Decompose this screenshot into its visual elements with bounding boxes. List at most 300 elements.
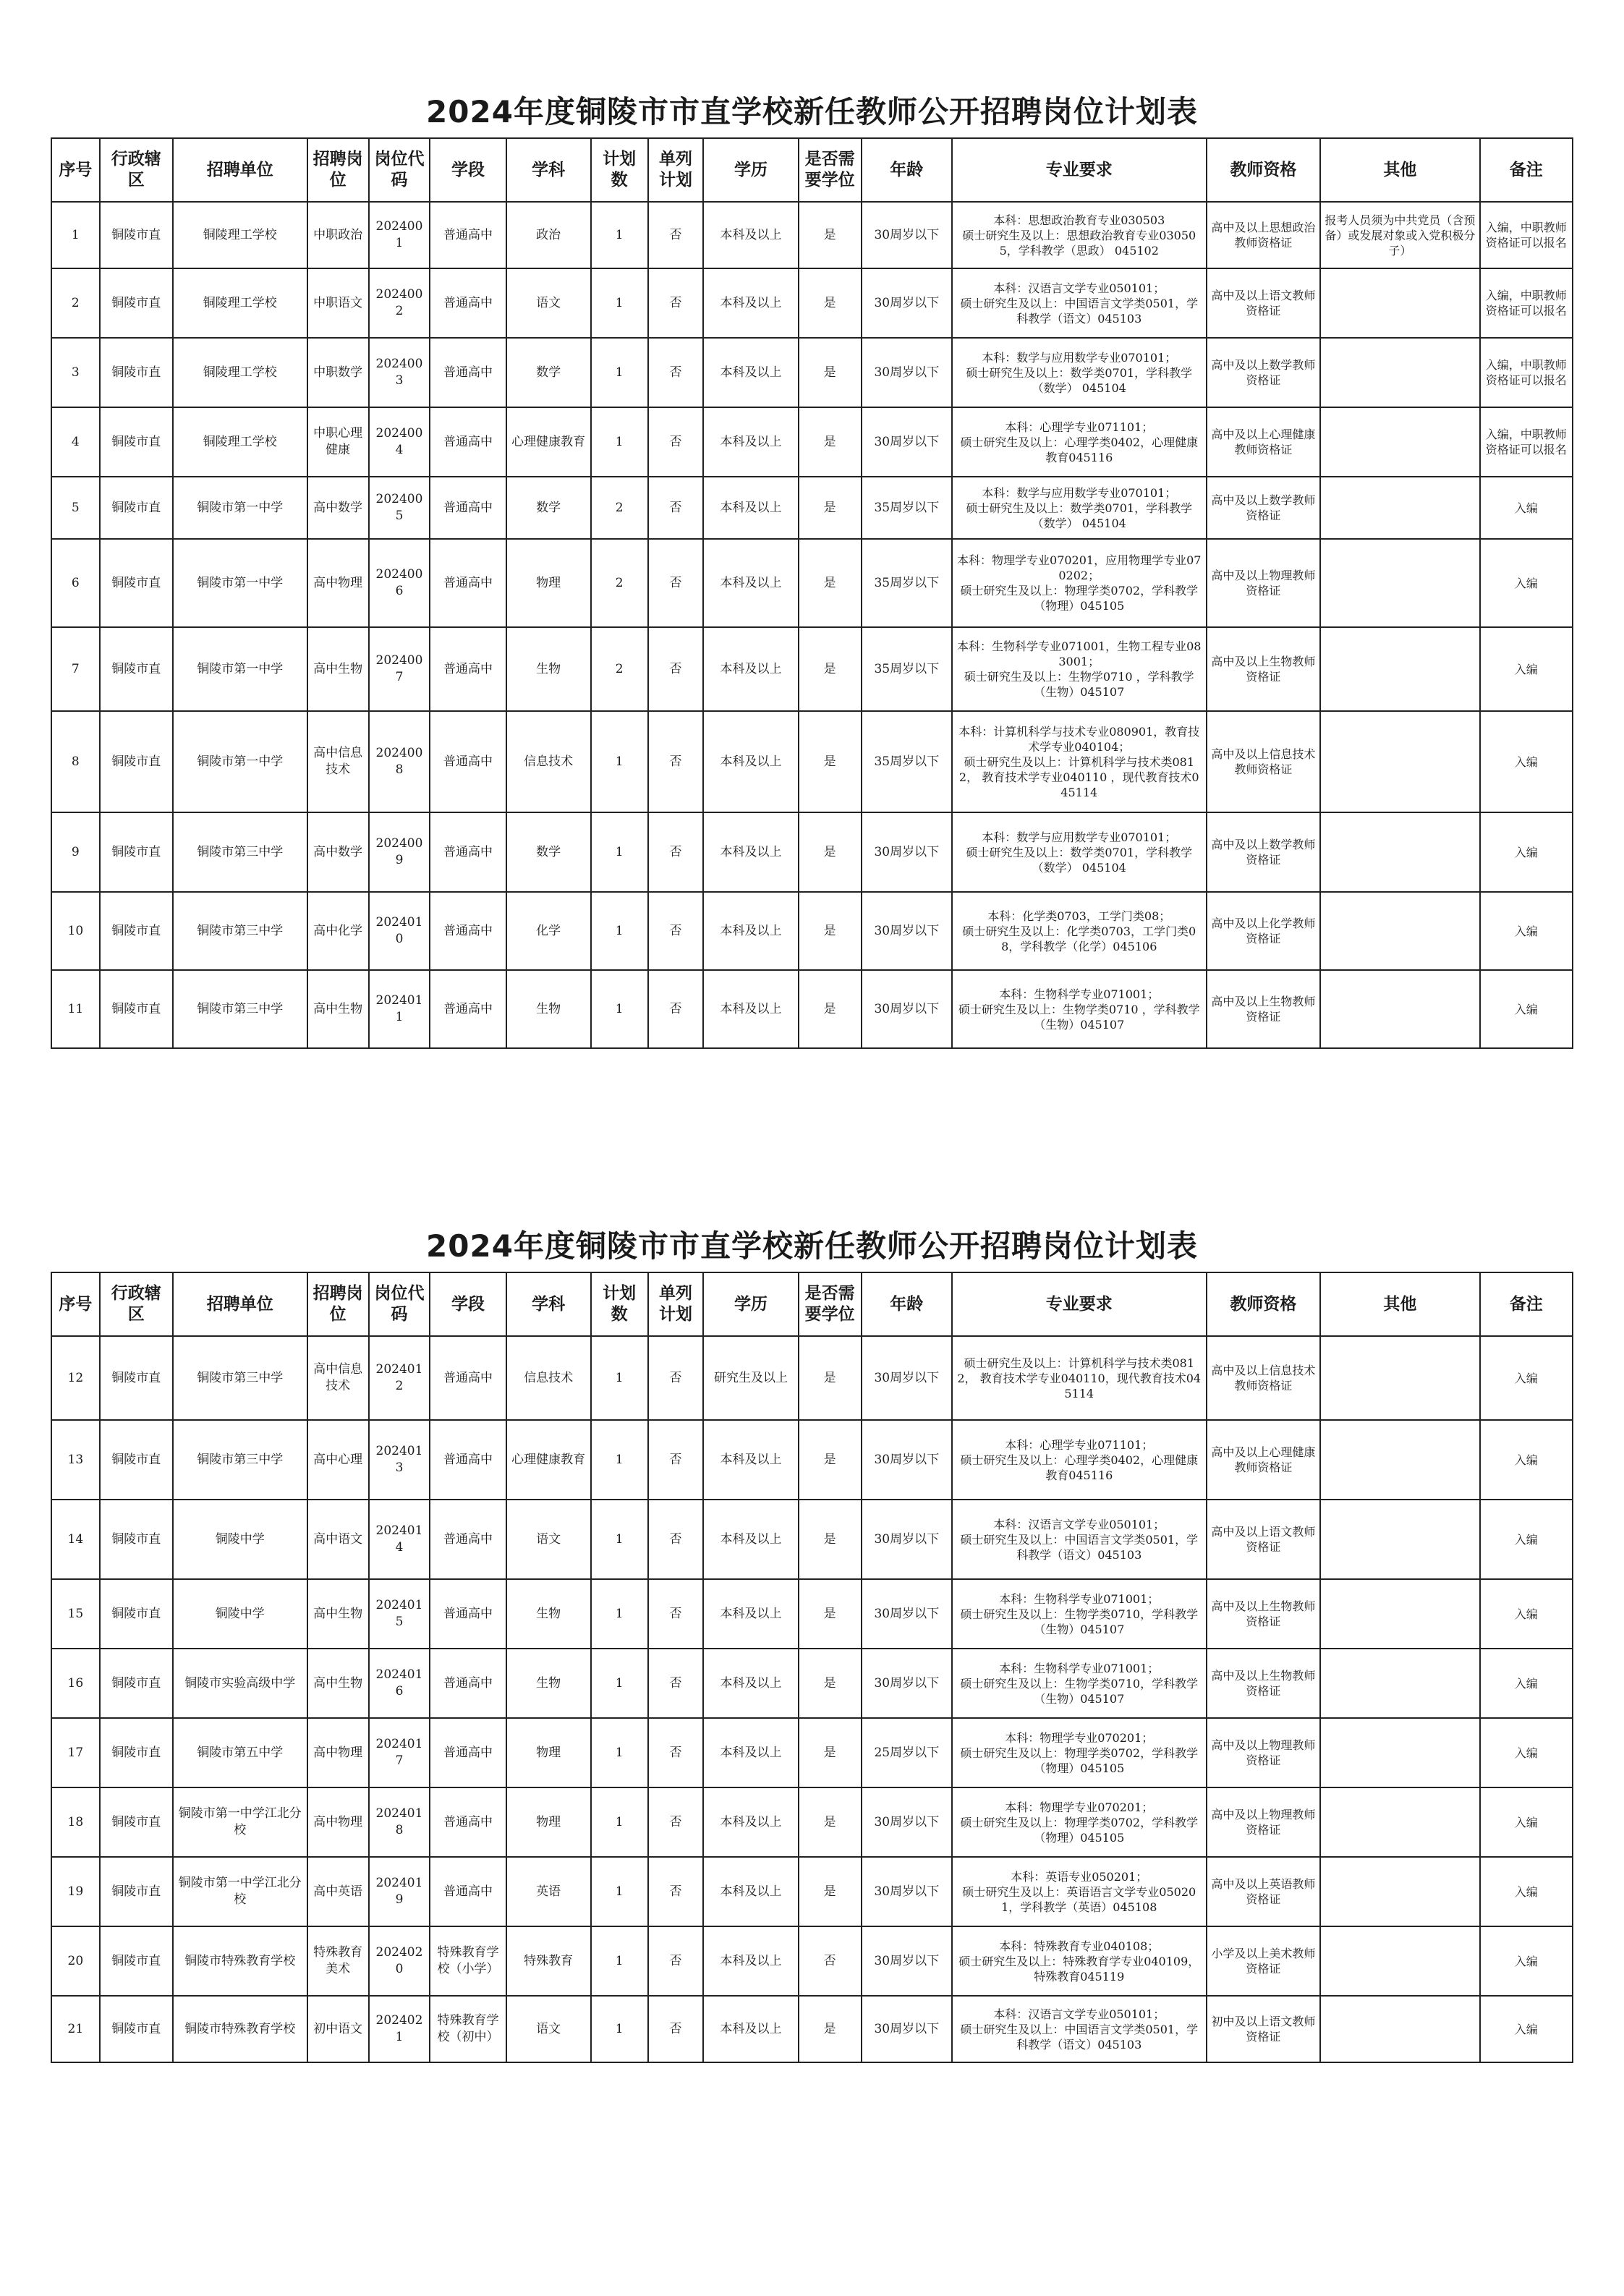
cell-remarks: 入编 (1480, 477, 1573, 539)
cell-major-requirement: 本科：计算机科学与技术专业080901，教育技术学专业040104； 硕士研究生及以上：计算机科学与技术类0812， 教育技术学专业040110 ，现代教育技术045114 (952, 711, 1207, 812)
cell-serial: 13 (51, 1420, 100, 1500)
cell-major-requirement: 本科：化学类0703，工学门类08； 硕士研究生及以上：化学类0703，工学门类08，学科教学（化学）045106 (952, 892, 1207, 970)
cell-separate-plan: 否 (648, 338, 704, 407)
cell-age: 30周岁以下 (862, 1500, 952, 1579)
cell-district: 铜陵市直 (100, 1996, 173, 2062)
cell-teacher-qualification: 高中及以上生物教师资格证 (1207, 627, 1321, 711)
cell-position: 高中数学 (307, 812, 369, 892)
cell-serial: 3 (51, 338, 100, 407)
cell-major-requirement: 本科：汉语言文学专业050101； 硕士研究生及以上：中国语言文学类0501，学科教学（语文）045103 (952, 268, 1207, 338)
cell-separate-plan: 否 (648, 1500, 704, 1579)
cell-position: 高中生物 (307, 627, 369, 711)
cell-district: 铜陵市直 (100, 539, 173, 627)
column-header-subject: 学科 (506, 1272, 591, 1336)
cell-serial: 9 (51, 812, 100, 892)
cell-code: 2024003 (369, 338, 430, 407)
cell-teacher-qualification: 高中及以上物理教师资格证 (1207, 539, 1321, 627)
cell-district: 铜陵市直 (100, 268, 173, 338)
column-header-teacher-qualification: 教师资格 (1207, 138, 1321, 202)
cell-other: 报考人员须为中共党员（含预备）或发展对象或入党积极分子） (1320, 202, 1479, 268)
cell-subject: 生物 (506, 1579, 591, 1649)
cell-plan-count: 1 (591, 1996, 648, 2062)
cell-education: 本科及以上 (703, 711, 798, 812)
cell-district: 铜陵市直 (100, 1857, 173, 1926)
cell-other (1320, 477, 1479, 539)
cell-position: 高中语文 (307, 1500, 369, 1579)
cell-age: 30周岁以下 (862, 892, 952, 970)
cell-other (1320, 1857, 1479, 1926)
cell-serial: 4 (51, 407, 100, 477)
cell-unit: 铜陵市第一中学江北分校 (173, 1857, 307, 1926)
cell-other (1320, 1787, 1479, 1857)
cell-teacher-qualification: 高中及以上生物教师资格证 (1207, 1649, 1321, 1718)
cell-code: 2024006 (369, 539, 430, 627)
cell-degree-required: 是 (799, 268, 862, 338)
cell-other (1320, 1996, 1479, 2062)
cell-education: 本科及以上 (703, 202, 798, 268)
cell-stage: 普通高中 (430, 477, 506, 539)
cell-age: 30周岁以下 (862, 202, 952, 268)
cell-unit: 铜陵市第三中学 (173, 892, 307, 970)
cell-district: 铜陵市直 (100, 407, 173, 477)
cell-degree-required: 是 (799, 1718, 862, 1787)
cell-plan-count: 1 (591, 268, 648, 338)
cell-degree-required: 是 (799, 1420, 862, 1500)
cell-major-requirement: 本科：物理学专业070201； 硕士研究生及以上：物理学类0702，学科教学（物理）045105 (952, 1787, 1207, 1857)
column-header-education: 学历 (703, 1272, 798, 1336)
cell-unit: 铜陵市第五中学 (173, 1718, 307, 1787)
cell-separate-plan: 否 (648, 627, 704, 711)
cell-other (1320, 812, 1479, 892)
cell-degree-required: 是 (799, 1649, 862, 1718)
cell-remarks: 入编 (1480, 627, 1573, 711)
cell-major-requirement: 本科：汉语言文学专业050101； 硕士研究生及以上：中国语言文学类0501，学科教学（语文）045103 (952, 1996, 1207, 2062)
cell-teacher-qualification: 小学及以上美术教师资格证 (1207, 1926, 1321, 1996)
cell-age: 25周岁以下 (862, 1718, 952, 1787)
cell-education: 本科及以上 (703, 1579, 798, 1649)
cell-district: 铜陵市直 (100, 1926, 173, 1996)
cell-serial: 2 (51, 268, 100, 338)
column-header-district: 行政辖区 (100, 138, 173, 202)
cell-plan-count: 1 (591, 711, 648, 812)
cell-separate-plan: 否 (648, 892, 704, 970)
cell-unit: 铜陵理工学校 (173, 407, 307, 477)
cell-degree-required: 是 (799, 1500, 862, 1579)
cell-code: 2024015 (369, 1579, 430, 1649)
cell-subject: 数学 (506, 812, 591, 892)
cell-education: 本科及以上 (703, 477, 798, 539)
table-row (51, 1718, 1573, 1787)
cell-plan-count: 1 (591, 1500, 648, 1579)
cell-other (1320, 1420, 1479, 1500)
cell-unit: 铜陵市第三中学 (173, 1336, 307, 1420)
cell-plan-count: 1 (591, 1579, 648, 1649)
cell-serial: 7 (51, 627, 100, 711)
cell-subject: 英语 (506, 1857, 591, 1926)
cell-other (1320, 1718, 1479, 1787)
cell-code: 2024002 (369, 268, 430, 338)
column-header-teacher-qualification: 教师资格 (1207, 1272, 1321, 1336)
table-row (51, 1996, 1573, 2062)
cell-separate-plan: 否 (648, 970, 704, 1048)
cell-degree-required: 是 (799, 1336, 862, 1420)
cell-education: 研究生及以上 (703, 1336, 798, 1420)
column-header-stage: 学段 (430, 138, 506, 202)
cell-district: 铜陵市直 (100, 1420, 173, 1500)
column-header-unit: 招聘单位 (173, 1272, 307, 1336)
cell-unit: 铜陵市特殊教育学校 (173, 1996, 307, 2062)
cell-age: 30周岁以下 (862, 1579, 952, 1649)
table-row (51, 1926, 1573, 1996)
cell-degree-required: 是 (799, 812, 862, 892)
column-header-separate-plan: 单列计划 (648, 1272, 704, 1336)
table-row (51, 1579, 1573, 1649)
column-header-position: 招聘岗位 (307, 1272, 369, 1336)
cell-degree-required: 是 (799, 407, 862, 477)
cell-teacher-qualification: 高中及以上数学教师资格证 (1207, 812, 1321, 892)
cell-plan-count: 2 (591, 627, 648, 711)
header-row (51, 1272, 1573, 1336)
cell-position: 高中信息技术 (307, 711, 369, 812)
cell-separate-plan: 否 (648, 1420, 704, 1500)
column-header-serial: 序号 (51, 1272, 100, 1336)
cell-degree-required: 是 (799, 711, 862, 812)
cell-subject: 物理 (506, 1718, 591, 1787)
cell-degree-required: 是 (799, 627, 862, 711)
cell-district: 铜陵市直 (100, 1649, 173, 1718)
cell-separate-plan: 否 (648, 1718, 704, 1787)
cell-subject: 语文 (506, 1996, 591, 2062)
cell-separate-plan: 否 (648, 711, 704, 812)
cell-age: 35周岁以下 (862, 539, 952, 627)
cell-education: 本科及以上 (703, 338, 798, 407)
cell-remarks: 入编，中职教师资格证可以报名 (1480, 338, 1573, 407)
cell-education: 本科及以上 (703, 407, 798, 477)
cell-plan-count: 1 (591, 1787, 648, 1857)
column-header-degree-required: 是否需要学位 (799, 1272, 862, 1336)
cell-age: 30周岁以下 (862, 338, 952, 407)
cell-stage: 普通高中 (430, 812, 506, 892)
cell-age: 30周岁以下 (862, 1787, 952, 1857)
cell-plan-count: 1 (591, 892, 648, 970)
cell-position: 高中化学 (307, 892, 369, 970)
table-row (51, 1649, 1573, 1718)
cell-age: 30周岁以下 (862, 1336, 952, 1420)
column-header-education: 学历 (703, 138, 798, 202)
cell-education: 本科及以上 (703, 970, 798, 1048)
cell-district: 铜陵市直 (100, 477, 173, 539)
cell-remarks: 入编 (1480, 1857, 1573, 1926)
column-header-stage: 学段 (430, 1272, 506, 1336)
cell-serial: 20 (51, 1926, 100, 1996)
cell-serial: 8 (51, 711, 100, 812)
cell-position: 高中数学 (307, 477, 369, 539)
cell-education: 本科及以上 (703, 1718, 798, 1787)
cell-education: 本科及以上 (703, 1500, 798, 1579)
cell-plan-count: 1 (591, 202, 648, 268)
cell-stage: 普通高中 (430, 338, 506, 407)
column-header-position: 招聘岗位 (307, 138, 369, 202)
cell-stage: 普通高中 (430, 1579, 506, 1649)
cell-subject: 数学 (506, 338, 591, 407)
cell-subject: 生物 (506, 1649, 591, 1718)
cell-unit: 铜陵市第一中学 (173, 627, 307, 711)
cell-subject: 语文 (506, 1500, 591, 1579)
cell-position: 高中物理 (307, 1718, 369, 1787)
cell-code: 2024016 (369, 1649, 430, 1718)
column-header-serial: 序号 (51, 138, 100, 202)
recruitment-table-2 (51, 1272, 1573, 2063)
cell-remarks: 入编 (1480, 1996, 1573, 2062)
cell-major-requirement: 本科：物理学专业070201，应用物理学专业070202； 硕士研究生及以上：物理学类0702，学科教学（物理）045105 (952, 539, 1207, 627)
header-row (51, 138, 1573, 202)
cell-code: 2024009 (369, 812, 430, 892)
cell-remarks: 入编 (1480, 1336, 1573, 1420)
cell-subject: 化学 (506, 892, 591, 970)
cell-education: 本科及以上 (703, 1420, 798, 1500)
column-header-remarks: 备注 (1480, 138, 1573, 202)
cell-degree-required: 是 (799, 202, 862, 268)
column-header-other: 其他 (1320, 138, 1479, 202)
column-header-major-requirement: 专业要求 (952, 1272, 1207, 1336)
cell-other (1320, 539, 1479, 627)
cell-district: 铜陵市直 (100, 970, 173, 1048)
table-row (51, 812, 1573, 892)
cell-plan-count: 1 (591, 1420, 648, 1500)
cell-teacher-qualification: 高中及以上信息技术教师资格证 (1207, 1336, 1321, 1420)
column-header-plan-count: 计划数 (591, 1272, 648, 1336)
cell-age: 35周岁以下 (862, 627, 952, 711)
cell-position: 高中生物 (307, 1579, 369, 1649)
recruitment-table-1 (51, 137, 1573, 1049)
cell-teacher-qualification: 高中及以上生物教师资格证 (1207, 1579, 1321, 1649)
cell-plan-count: 1 (591, 1336, 648, 1420)
cell-age: 35周岁以下 (862, 711, 952, 812)
cell-degree-required: 是 (799, 1857, 862, 1926)
cell-major-requirement: 本科：数学与应用数学专业070101； 硕士研究生及以上：数学类0701，学科教学（数学） 045104 (952, 477, 1207, 539)
table-row (51, 711, 1573, 812)
cell-other (1320, 970, 1479, 1048)
cell-other (1320, 627, 1479, 711)
cell-education: 本科及以上 (703, 1787, 798, 1857)
cell-plan-count: 1 (591, 1926, 648, 1996)
cell-unit: 铜陵市特殊教育学校 (173, 1926, 307, 1996)
table-row (51, 407, 1573, 477)
cell-other (1320, 407, 1479, 477)
cell-education: 本科及以上 (703, 1996, 798, 2062)
cell-major-requirement: 本科：思想政治教育专业030503 硕士研究生及以上：思想政治教育专业030505，学科教学（思政） 045102 (952, 202, 1207, 268)
cell-plan-count: 1 (591, 1649, 648, 1718)
table-row (51, 268, 1573, 338)
cell-stage: 普通高中 (430, 1500, 506, 1579)
cell-major-requirement: 本科：物理学专业070201； 硕士研究生及以上：物理学类0702，学科教学（物理）045105 (952, 1718, 1207, 1787)
cell-position: 中职语文 (307, 268, 369, 338)
cell-position: 特殊教育美术 (307, 1926, 369, 1996)
cell-separate-plan: 否 (648, 539, 704, 627)
cell-serial: 10 (51, 892, 100, 970)
cell-major-requirement: 本科：特殊教育专业040108； 硕士研究生及以上：特殊教育学专业040109， 特殊教育045119 (952, 1926, 1207, 1996)
cell-remarks: 入编 (1480, 711, 1573, 812)
cell-subject: 语文 (506, 268, 591, 338)
cell-subject: 信息技术 (506, 711, 591, 812)
cell-remarks: 入编 (1480, 1420, 1573, 1500)
cell-separate-plan: 否 (648, 268, 704, 338)
cell-unit: 铜陵市第一中学 (173, 539, 307, 627)
cell-position: 初中语文 (307, 1996, 369, 2062)
cell-serial: 6 (51, 539, 100, 627)
cell-code: 2024019 (369, 1857, 430, 1926)
cell-teacher-qualification: 高中及以上数学教师资格证 (1207, 338, 1321, 407)
cell-major-requirement: 本科：心理学专业071101； 硕士研究生及以上：心理学类0402，心理健康教育045116 (952, 1420, 1207, 1500)
table-row (51, 202, 1573, 268)
cell-subject: 生物 (506, 627, 591, 711)
cell-remarks: 入编 (1480, 1579, 1573, 1649)
cell-teacher-qualification: 高中及以上思想政治教师资格证 (1207, 202, 1321, 268)
cell-major-requirement: 本科：生物科学专业071001，生物工程专业083001； 硕士研究生及以上：生物学0710 ，学科教学（生物）045107 (952, 627, 1207, 711)
cell-plan-count: 1 (591, 407, 648, 477)
cell-position: 高中生物 (307, 1649, 369, 1718)
cell-remarks: 入编，中职教师资格证可以报名 (1480, 202, 1573, 268)
cell-teacher-qualification: 初中及以上语文教师资格证 (1207, 1996, 1321, 2062)
cell-code: 2024008 (369, 711, 430, 812)
cell-unit: 铜陵市第三中学 (173, 970, 307, 1048)
cell-district: 铜陵市直 (100, 711, 173, 812)
cell-code: 2024020 (369, 1926, 430, 1996)
cell-unit: 铜陵理工学校 (173, 268, 307, 338)
cell-plan-count: 2 (591, 539, 648, 627)
cell-code: 2024018 (369, 1787, 430, 1857)
cell-code: 2024001 (369, 202, 430, 268)
cell-serial: 18 (51, 1787, 100, 1857)
cell-district: 铜陵市直 (100, 892, 173, 970)
cell-other (1320, 338, 1479, 407)
cell-separate-plan: 否 (648, 1579, 704, 1649)
cell-other (1320, 892, 1479, 970)
cell-major-requirement: 硕士研究生及以上：计算机科学与技术类0812， 教育技术学专业040110，现代教育技术045114 (952, 1336, 1207, 1420)
cell-subject: 心理健康教育 (506, 1420, 591, 1500)
cell-degree-required: 否 (799, 1926, 862, 1996)
cell-code: 2024017 (369, 1718, 430, 1787)
cell-remarks: 入编 (1480, 1649, 1573, 1718)
cell-district: 铜陵市直 (100, 1500, 173, 1579)
cell-code: 2024013 (369, 1420, 430, 1500)
cell-position: 高中信息技术 (307, 1336, 369, 1420)
cell-other (1320, 1579, 1479, 1649)
cell-remarks: 入编，中职教师资格证可以报名 (1480, 407, 1573, 477)
cell-unit: 铜陵理工学校 (173, 338, 307, 407)
cell-plan-count: 1 (591, 970, 648, 1048)
column-header-separate-plan: 单列计划 (648, 138, 704, 202)
cell-serial: 17 (51, 1718, 100, 1787)
cell-major-requirement: 本科：心理学专业071101； 硕士研究生及以上：心理学类0402，心理健康教育045116 (952, 407, 1207, 477)
cell-remarks: 入编 (1480, 1926, 1573, 1996)
cell-separate-plan: 否 (648, 202, 704, 268)
cell-district: 铜陵市直 (100, 1579, 173, 1649)
cell-separate-plan: 否 (648, 477, 704, 539)
cell-education: 本科及以上 (703, 268, 798, 338)
cell-code: 2024011 (369, 970, 430, 1048)
cell-serial: 1 (51, 202, 100, 268)
cell-subject: 政治 (506, 202, 591, 268)
cell-plan-count: 1 (591, 1857, 648, 1926)
cell-age: 35周岁以下 (862, 477, 952, 539)
cell-teacher-qualification: 高中及以上物理教师资格证 (1207, 1787, 1321, 1857)
cell-major-requirement: 本科：生物科学专业071001； 硕士研究生及以上：生物学类0710，学科教学（生物）045107 (952, 1579, 1207, 1649)
cell-other (1320, 1649, 1479, 1718)
cell-unit: 铜陵中学 (173, 1579, 307, 1649)
cell-remarks: 入编 (1480, 539, 1573, 627)
table-row (51, 1420, 1573, 1500)
cell-stage: 普通高中 (430, 1857, 506, 1926)
cell-major-requirement: 本科：生物科学专业071001； 硕士研究生及以上：生物学类0710 ，学科教学（生物）045107 (952, 970, 1207, 1048)
table-row (51, 338, 1573, 407)
cell-code: 2024004 (369, 407, 430, 477)
cell-stage: 普通高中 (430, 1649, 506, 1718)
cell-code: 2024005 (369, 477, 430, 539)
cell-unit: 铜陵市实验高级中学 (173, 1649, 307, 1718)
cell-position: 高中心理 (307, 1420, 369, 1500)
cell-stage: 普通高中 (430, 407, 506, 477)
table-row (51, 1857, 1573, 1926)
cell-major-requirement: 本科：生物科学专业071001； 硕士研究生及以上：生物学类0710，学科教学（生物）045107 (952, 1649, 1207, 1718)
cell-other (1320, 1336, 1479, 1420)
cell-serial: 11 (51, 970, 100, 1048)
cell-position: 高中生物 (307, 970, 369, 1048)
cell-unit: 铜陵市第三中学 (173, 812, 307, 892)
cell-major-requirement: 本科：英语专业050201； 硕士研究生及以上：英语语言文学专业050201，学科教学（英语）045108 (952, 1857, 1207, 1926)
column-header-code: 岗位代码 (369, 1272, 430, 1336)
cell-subject: 特殊教育 (506, 1926, 591, 1996)
column-header-unit: 招聘单位 (173, 138, 307, 202)
cell-age: 30周岁以下 (862, 1926, 952, 1996)
column-header-remarks: 备注 (1480, 1272, 1573, 1336)
cell-code: 2024021 (369, 1996, 430, 2062)
cell-district: 铜陵市直 (100, 1336, 173, 1420)
table-row (51, 477, 1573, 539)
column-header-subject: 学科 (506, 138, 591, 202)
cell-position: 中职数学 (307, 338, 369, 407)
column-header-age: 年龄 (862, 138, 952, 202)
cell-serial: 14 (51, 1500, 100, 1579)
cell-teacher-qualification: 高中及以上物理教师资格证 (1207, 1718, 1321, 1787)
cell-stage: 普通高中 (430, 1336, 506, 1420)
cell-education: 本科及以上 (703, 892, 798, 970)
cell-age: 30周岁以下 (862, 1649, 952, 1718)
cell-remarks: 入编，中职教师资格证可以报名 (1480, 268, 1573, 338)
cell-teacher-qualification: 高中及以上心理健康教师资格证 (1207, 407, 1321, 477)
cell-stage: 普通高中 (430, 627, 506, 711)
cell-age: 30周岁以下 (862, 268, 952, 338)
cell-code: 2024014 (369, 1500, 430, 1579)
cell-separate-plan: 否 (648, 1649, 704, 1718)
cell-other (1320, 268, 1479, 338)
cell-code: 2024010 (369, 892, 430, 970)
cell-teacher-qualification: 高中及以上英语教师资格证 (1207, 1857, 1321, 1926)
cell-subject: 生物 (506, 970, 591, 1048)
cell-teacher-qualification: 高中及以上语文教师资格证 (1207, 268, 1321, 338)
cell-remarks: 入编 (1480, 1718, 1573, 1787)
cell-separate-plan: 否 (648, 1336, 704, 1420)
cell-separate-plan: 否 (648, 812, 704, 892)
cell-stage: 普通高中 (430, 202, 506, 268)
page-title-1: 2024年度铜陵市市直学校新任教师公开招聘岗位计划表 (426, 94, 1198, 129)
table-row (51, 627, 1573, 711)
cell-district: 铜陵市直 (100, 1718, 173, 1787)
cell-age: 30周岁以下 (862, 1996, 952, 2062)
cell-plan-count: 1 (591, 812, 648, 892)
cell-remarks: 入编 (1480, 1500, 1573, 1579)
cell-subject: 物理 (506, 1787, 591, 1857)
